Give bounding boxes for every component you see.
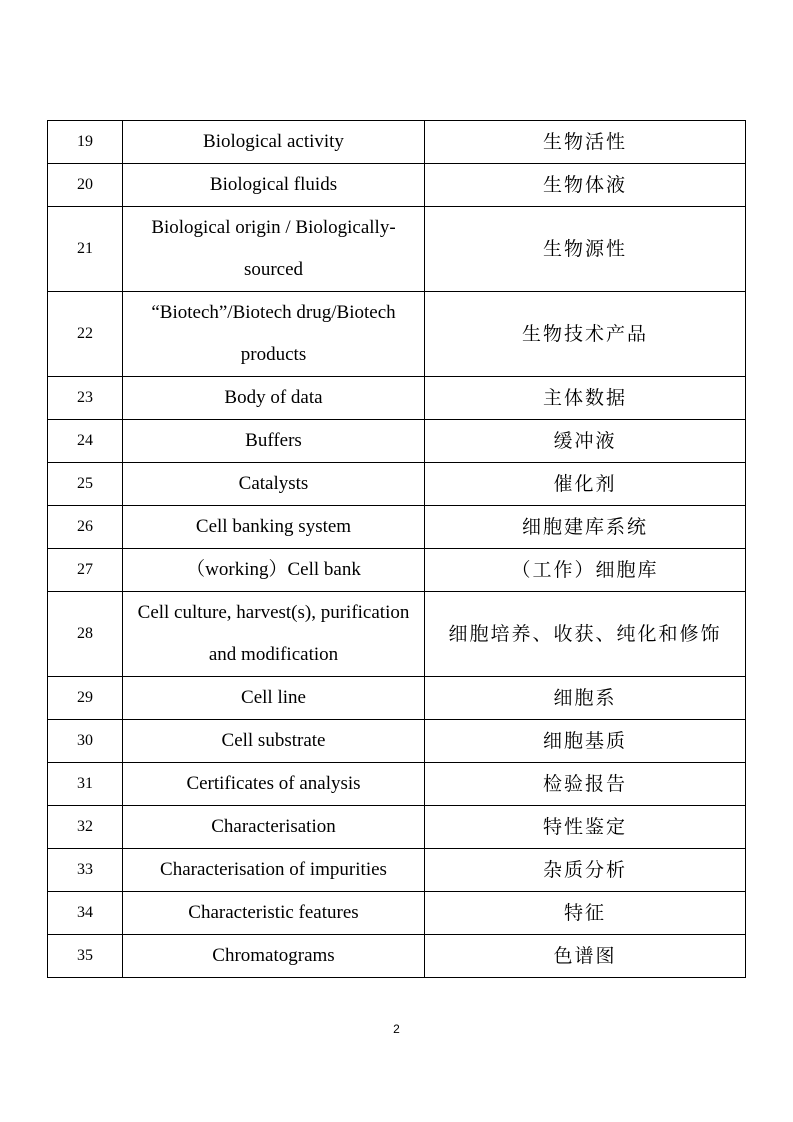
term-number: 29 — [48, 677, 123, 720]
term-number: 31 — [48, 763, 123, 806]
table-row — [48, 849, 746, 892]
term-english: Biological origin / Biologically-sourced — [123, 207, 425, 292]
table-row — [48, 463, 746, 506]
term-chinese: 催化剂 — [425, 463, 746, 506]
term-chinese: 特性鉴定 — [425, 806, 746, 849]
term-number: 32 — [48, 806, 123, 849]
term-chinese: 细胞基质 — [425, 720, 746, 763]
table-row — [48, 892, 746, 935]
term-number: 27 — [48, 549, 123, 592]
term-english: Certificates of analysis — [123, 763, 425, 806]
term-english: Cell substrate — [123, 720, 425, 763]
table-row — [48, 806, 746, 849]
term-number: 25 — [48, 463, 123, 506]
term-number: 19 — [48, 121, 123, 164]
term-english: Catalysts — [123, 463, 425, 506]
term-english: “Biotech”/Biotech drug/Biotech products — [123, 292, 425, 377]
table-row — [48, 935, 746, 978]
term-number: 33 — [48, 849, 123, 892]
glossary-table — [47, 120, 746, 978]
table-row — [48, 420, 746, 463]
term-chinese: 细胞建库系统 — [425, 506, 746, 549]
term-english: Biological fluids — [123, 164, 425, 207]
term-number: 26 — [48, 506, 123, 549]
term-english: Body of data — [123, 377, 425, 420]
table-row — [48, 677, 746, 720]
term-english: Cell culture, harvest(s), purification and modification — [123, 592, 425, 677]
term-chinese: 细胞系 — [425, 677, 746, 720]
term-number: 23 — [48, 377, 123, 420]
term-chinese: 生物体液 — [425, 164, 746, 207]
table-row — [48, 592, 746, 677]
term-english: Characterisation of impurities — [123, 849, 425, 892]
term-chinese: 细胞培养、收获、纯化和修饰 — [425, 592, 746, 677]
term-english: Characterisation — [123, 806, 425, 849]
term-english: Cell banking system — [123, 506, 425, 549]
table-row — [48, 763, 746, 806]
term-english: （working）Cell bank — [123, 549, 425, 592]
term-number: 21 — [48, 207, 123, 292]
term-chinese: 杂质分析 — [425, 849, 746, 892]
term-english: Biological activity — [123, 121, 425, 164]
term-number: 24 — [48, 420, 123, 463]
table-row — [48, 720, 746, 763]
term-chinese: 生物源性 — [425, 207, 746, 292]
table-row — [48, 377, 746, 420]
term-number: 34 — [48, 892, 123, 935]
term-number: 35 — [48, 935, 123, 978]
table-row — [48, 549, 746, 592]
table-row — [48, 207, 746, 292]
term-number: 28 — [48, 592, 123, 677]
term-chinese: （工作）细胞库 — [425, 549, 746, 592]
table-row — [48, 121, 746, 164]
term-chinese: 检验报告 — [425, 763, 746, 806]
term-number: 20 — [48, 164, 123, 207]
term-number: 30 — [48, 720, 123, 763]
term-english: Characteristic features — [123, 892, 425, 935]
table-row — [48, 506, 746, 549]
term-chinese: 生物技术产品 — [425, 292, 746, 377]
term-english: Chromatograms — [123, 935, 425, 978]
term-chinese: 生物活性 — [425, 121, 746, 164]
table-row — [48, 292, 746, 377]
page-number: 2 — [393, 1022, 400, 1036]
table-row — [48, 164, 746, 207]
term-chinese: 色谱图 — [425, 935, 746, 978]
term-chinese: 缓冲液 — [425, 420, 746, 463]
term-chinese: 主体数据 — [425, 377, 746, 420]
term-number: 22 — [48, 292, 123, 377]
term-chinese: 特征 — [425, 892, 746, 935]
term-english: Buffers — [123, 420, 425, 463]
term-english: Cell line — [123, 677, 425, 720]
